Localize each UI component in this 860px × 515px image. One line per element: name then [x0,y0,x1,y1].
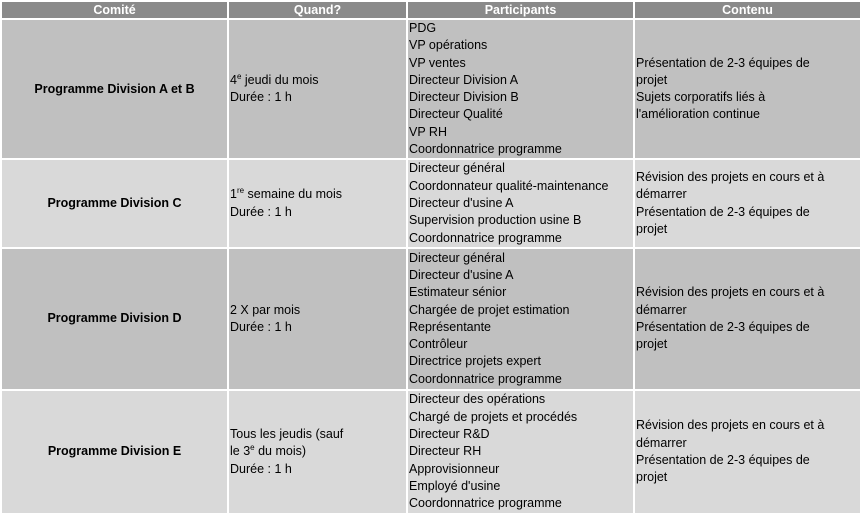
participant: PDG [409,21,437,35]
when-duration: Durée : 1 h [230,90,292,105]
participant: Supervision production usine B [409,213,582,228]
participant: Contrôleur [409,337,468,352]
when-duration: Durée : 1 h [230,319,292,334]
header-content: Contenu [634,1,860,19]
content-cell [634,19,860,159]
when-frequency-cont: le 3e du mois) [230,443,307,459]
committee-cell: Programme Division D [1,248,228,390]
participants-cell [407,19,634,159]
table-row [1,248,860,390]
participant: Directeur Qualité [409,107,503,122]
participant: Coordonnateur qualité-maintenance [409,178,609,193]
header-participants: Participants [407,1,634,19]
participant: Directrice projets expert [409,354,541,369]
participant: Coordonnatrice programme [409,230,562,245]
when-duration: Durée : 1 h [230,204,292,219]
committee-cell: Programme Division E [1,390,228,514]
participant: Directeur Division B [409,90,519,105]
participants-cell [407,159,634,247]
content-line: Présentation de 2-3 équipes de [636,204,810,219]
header-when: Quand? [228,1,407,19]
header-row [1,1,860,19]
content-line: Révision des projets en cours et à [636,418,825,433]
table-row [1,19,860,159]
participant: Chargé de projets et procédés [409,409,578,424]
participant: Représentante [409,319,492,334]
participant: Directeur RH [409,444,482,459]
participant: VP ventes [409,55,466,70]
content-line: démarrer [636,435,687,450]
participant: Employé d'usine [409,478,501,493]
when-cell [228,390,407,514]
committee-cell: Programme Division A et B [1,19,228,159]
participant: VP RH [409,124,447,139]
content-line: Révision des projets en cours et à [636,285,825,300]
participants-cell [407,248,634,390]
content-line: projet [636,72,668,87]
content-line: démarrer [636,187,687,202]
participant: Directeur des opérations [409,392,546,407]
header-committee: Comité [1,1,228,19]
content-line: Présentation de 2-3 équipes de [636,319,810,334]
content-line: démarrer [636,302,687,317]
when-duration: Durée : 1 h [230,461,292,476]
participant: Directeur général [409,161,505,176]
content-line: l'amélioration continue [636,107,760,122]
when-frequency: 4e jeudi du mois [230,71,319,87]
table-row [1,390,860,514]
participant: Directeur R&D [409,426,490,441]
content-cell [634,248,860,390]
content-line: Présentation de 2-3 équipes de [636,55,810,70]
content-cell [634,390,860,514]
participant: Approvisionneur [409,461,500,476]
when-frequency: Tous les jeudis (sauf [230,426,344,441]
when-cell [228,159,407,247]
content-line: Sujets corporatifs liés à [636,90,766,105]
content-line: Révision des projets en cours et à [636,170,825,185]
when-cell [228,248,407,390]
participants-cell [407,390,634,514]
participant: Coordonnatrice programme [409,496,562,511]
content-line: projet [636,337,668,352]
participant: Coordonnatrice programme [409,371,562,386]
participant: Estimateur sénior [409,285,507,300]
participant: Chargée de projet estimation [409,302,570,317]
participant: Directeur d'usine A [409,267,514,282]
table-row [1,159,860,247]
participant: Directeur d'usine A [409,195,514,210]
committee-cell: Programme Division C [1,159,228,247]
content-line: Présentation de 2-3 équipes de [636,452,810,467]
participant: Directeur général [409,250,505,265]
when-frequency: 2 X par mois [230,302,301,317]
participant: Directeur Division A [409,72,519,87]
participant: VP opérations [409,38,488,53]
content-line: projet [636,470,668,485]
when-frequency: 1re semaine du mois [230,186,343,202]
content-line: projet [636,221,668,236]
participant: Coordonnatrice programme [409,142,562,157]
when-cell [228,19,407,159]
content-cell [634,159,860,247]
